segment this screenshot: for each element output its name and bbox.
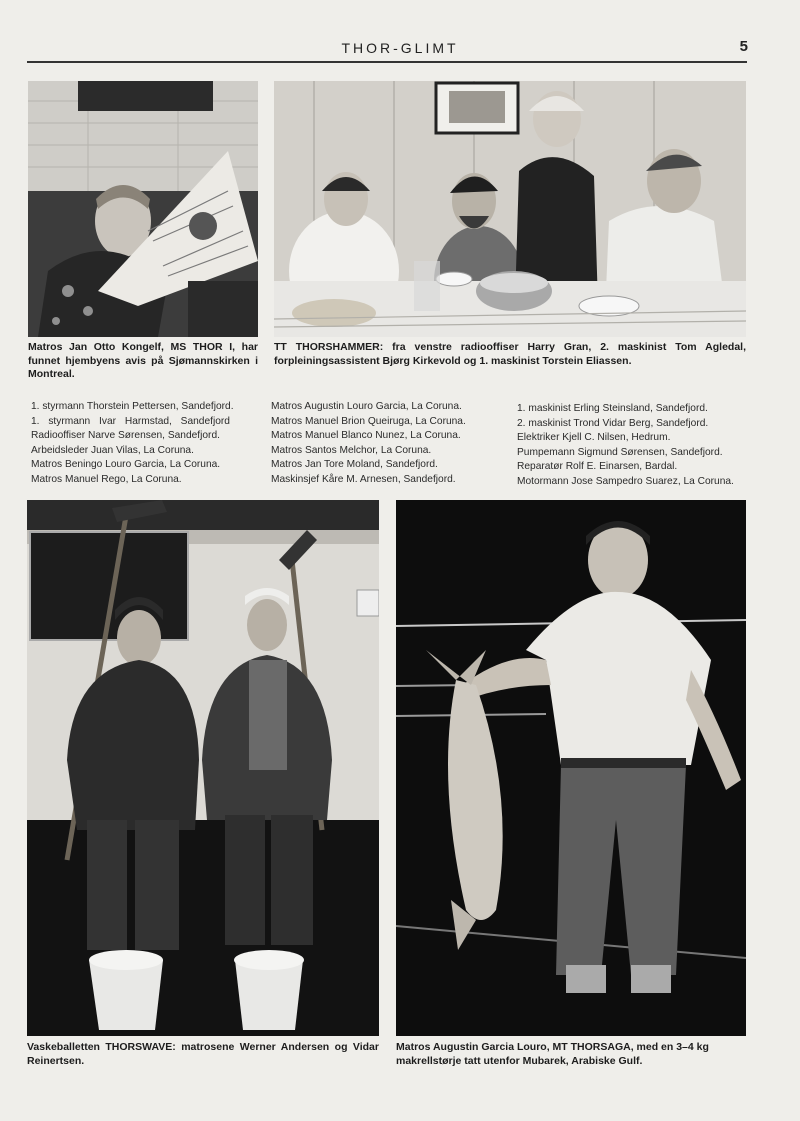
crew-list-column-1 bbox=[31, 400, 263, 488]
crew-list-item: Arbeidsleder Juan Vilas, La Coruna. bbox=[31, 444, 194, 456]
page-header-title: THOR-GLIMT bbox=[341, 40, 459, 56]
photo-sailor-holding-fish bbox=[396, 500, 746, 1036]
page-number: 5 bbox=[739, 38, 748, 55]
crew-list-item: Matros Santos Melchor, La Coruna. bbox=[271, 444, 432, 456]
crew-list-item: 1. styrmann Thorstein Pettersen, Sandefjord. bbox=[31, 401, 234, 412]
photo-sailors-with-brooms bbox=[27, 500, 379, 1036]
crew-list-item: Matros Beningo Louro Garcia, La Coruna. bbox=[31, 459, 221, 471]
crew-list-item: Elektriker Kjell C. Nilsen, Hedrum. bbox=[517, 432, 671, 444]
crew-list-item: 1. styrmann Ivar Harmstad, Sandefjord bbox=[31, 415, 230, 427]
crew-list-item: Maskinsjef Kåre M. Arnesen, Sandefjord. bbox=[271, 473, 456, 485]
crew-list-item: Motormann Jose Sampedro Suarez, La Coruna. bbox=[517, 475, 734, 487]
crew-list-item: Matros Manuel Blanco Nunez, La Coruna. bbox=[271, 430, 461, 442]
photo-sailor-reading-newspaper bbox=[28, 81, 258, 337]
photo-group-at-table bbox=[274, 81, 746, 337]
crew-list-column-2 bbox=[271, 400, 501, 488]
photo4-caption: Matros Augustin Garcia Louro, MT THORSAGA, med en 3–4 kg makrellstørje tatt utenfor Mubarek, Arabiske Gulf. bbox=[396, 1041, 709, 1067]
header-rule bbox=[27, 61, 747, 63]
crew-list-item: Matros Manuel Rego, La Coruna. bbox=[31, 473, 182, 485]
photo1-caption: Matros Jan Otto Kongelf, MS THOR I, har funnet hjembyens avis på Sjømannskirken i Montreal. bbox=[28, 341, 258, 380]
crew-list-item: Matros Manuel Brion Queiruga, La Coruna. bbox=[271, 415, 466, 427]
crew-list-item: 2. maskinist Trond Vidar Berg, Sandefjord. bbox=[517, 417, 709, 429]
crew-list-item: Radiooffiser Narve Sørensen, Sandefjord. bbox=[31, 430, 220, 442]
crew-list-item: Pumpemann Sigmund Sørensen, Sandefjord. bbox=[517, 446, 723, 458]
crew-list-item: Matros Augustin Louro Garcia, La Coruna. bbox=[271, 401, 462, 412]
crew-list-column-3 bbox=[517, 402, 749, 490]
crew-list-item: Reparatør Rolf E. Einarsen, Bardal. bbox=[517, 461, 678, 473]
crew-list-item: 1. maskinist Erling Steinsland, Sandefjord. bbox=[517, 403, 708, 414]
photo3-caption: Vaskeballetten THORSWAVE: matrosene Werner Andersen og Vidar Reinertsen. bbox=[27, 1041, 379, 1067]
crew-list-item: Matros Jan Tore Moland, Sandefjord. bbox=[271, 459, 438, 471]
photo2-caption: TT THORSHAMMER: fra venstre radiooffiser Harry Gran, 2. maskinist Tom Agledal, forpleiningsassistent Bjørg Kirkevold og 1. maskinist Torstein Eliassen. bbox=[274, 341, 746, 367]
